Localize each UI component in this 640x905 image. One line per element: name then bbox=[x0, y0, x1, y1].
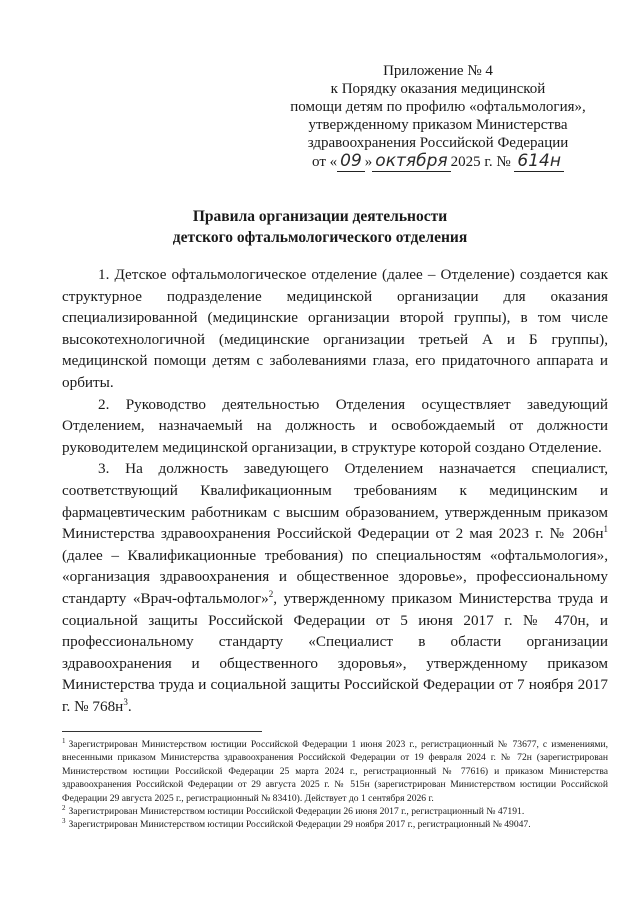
footnote-ref-2: 2 bbox=[268, 588, 274, 599]
handwritten-order-number: 614н bbox=[514, 151, 564, 172]
paragraph-3-part-c: , утвержденному приказом Министерства труда и социальной защиты Российской Федерации от 5 июня 2017 г. № 470н, и профессиональному стандарту «Специалист в области организации здравоохранения и общественного здоровья», утвержденному приказом Министерства труда и социальной защиты Российской Федерации от 7 ноября 2017 г. № 768н bbox=[62, 589, 609, 715]
date-prefix: от « bbox=[312, 154, 338, 170]
order-date-line bbox=[278, 152, 598, 171]
date-mid: » bbox=[364, 154, 373, 170]
footnote-3-mark: 3 bbox=[62, 817, 66, 826]
footnote-2-text: Зарегистрирован Министерством юстиции Российской Федерации 26 июня 2017 г., регистрационный № 47191. bbox=[68, 806, 525, 818]
appendix-line-2: к Порядку оказания медицинской bbox=[330, 81, 546, 97]
appendix-line-3: помощи детям по профилю «офтальмология», bbox=[290, 99, 586, 115]
paragraph-3 bbox=[62, 458, 608, 717]
paragraph-2: 2. Руководство деятельностью Отделения осуществляет заведующий Отделением, назначаемый на должность и освобождаемый от должности руководителем медицинской организации, в структуре которой создано Отделение. bbox=[62, 395, 608, 456]
footnote-1-mark: 1 bbox=[62, 736, 66, 745]
paragraph-3-part-a: 3. На должность заведующего Отделением назначается специалист, соответствующий Квалификационным требованиям к медицинским и фармацевтическим работникам с высшим образованием, утвержденным приказом Министерства здравоохранения Российской Федерации от 2 мая 2023 г. № 206н bbox=[62, 460, 608, 543]
footnote-2 bbox=[62, 805, 608, 818]
footnote-ref-1: 1 bbox=[603, 524, 608, 535]
date-year: 2025 г. № bbox=[450, 154, 511, 170]
appendix-header bbox=[278, 62, 598, 171]
footnotes bbox=[62, 738, 608, 832]
document-title bbox=[60, 206, 580, 248]
footnote-3 bbox=[62, 818, 608, 831]
appendix-line-5: здравоохранения Российской Федерации bbox=[307, 135, 569, 151]
footnote-1 bbox=[62, 738, 608, 805]
footnote-divider bbox=[62, 731, 262, 732]
paragraph-1: 1. Детское офтальмологическое отделение (далее – Отделение) создается как структурное подразделение медицинской организации для оказания специализированной (медицинские организации второй группы), в том числе высокотехнологичной (медицинские организации третьей А и Б группы), медицинской помощи детям с заболеваниями глаза, его придаточного аппарата и орбиты. bbox=[62, 266, 608, 391]
appendix-number: Приложение № 4 bbox=[383, 63, 493, 79]
footnote-1-text: Зарегистрирован Министерством юстиции Российской Федерации 1 июня 2023 г., регистрационный № 73677, с изменениями, внесенными приказом Министерства здравоохранения Российской Федерации от 19 февраля 2024 г. № 72н (зарегистрирован Министерством юстиции Российской Федерации 25 марта 2024 г., регистрационный № 77616) и приказом Министерства здравоохранения Российской Федерации от 29 августа 2025 г. № 515н (зарегистрирован Министерством юстиции Российской Федерации 29 августа 2025 г., регистрационный № 83410). Действует до 1 сентября 2026 г. bbox=[62, 739, 608, 804]
appendix-line-4: утвержденному приказом Министерства bbox=[308, 117, 568, 133]
handwritten-month: октября bbox=[372, 151, 450, 172]
title-line-2: детского офтальмологического отделения bbox=[172, 229, 468, 246]
handwritten-day: 09 bbox=[337, 151, 365, 172]
paragraph-3-part-b: (далее – Квалификационные требования) по специальностям «офтальмология», «организация здравоохранения и общественное здоровье», профессиональному стандарту «Врач-офтальмолог» bbox=[62, 546, 608, 607]
paragraph-3-part-d: . bbox=[127, 697, 132, 715]
document-body bbox=[62, 264, 608, 717]
footnote-ref-3: 3 bbox=[123, 696, 128, 707]
footnote-3-text: Зарегистрирован Министерством юстиции Российской Федерации 29 ноября 2017 г., регистрационный № 49047. bbox=[68, 819, 531, 831]
footnote-2-mark: 2 bbox=[62, 803, 66, 812]
title-line-1: Правила организации деятельности bbox=[192, 208, 448, 225]
